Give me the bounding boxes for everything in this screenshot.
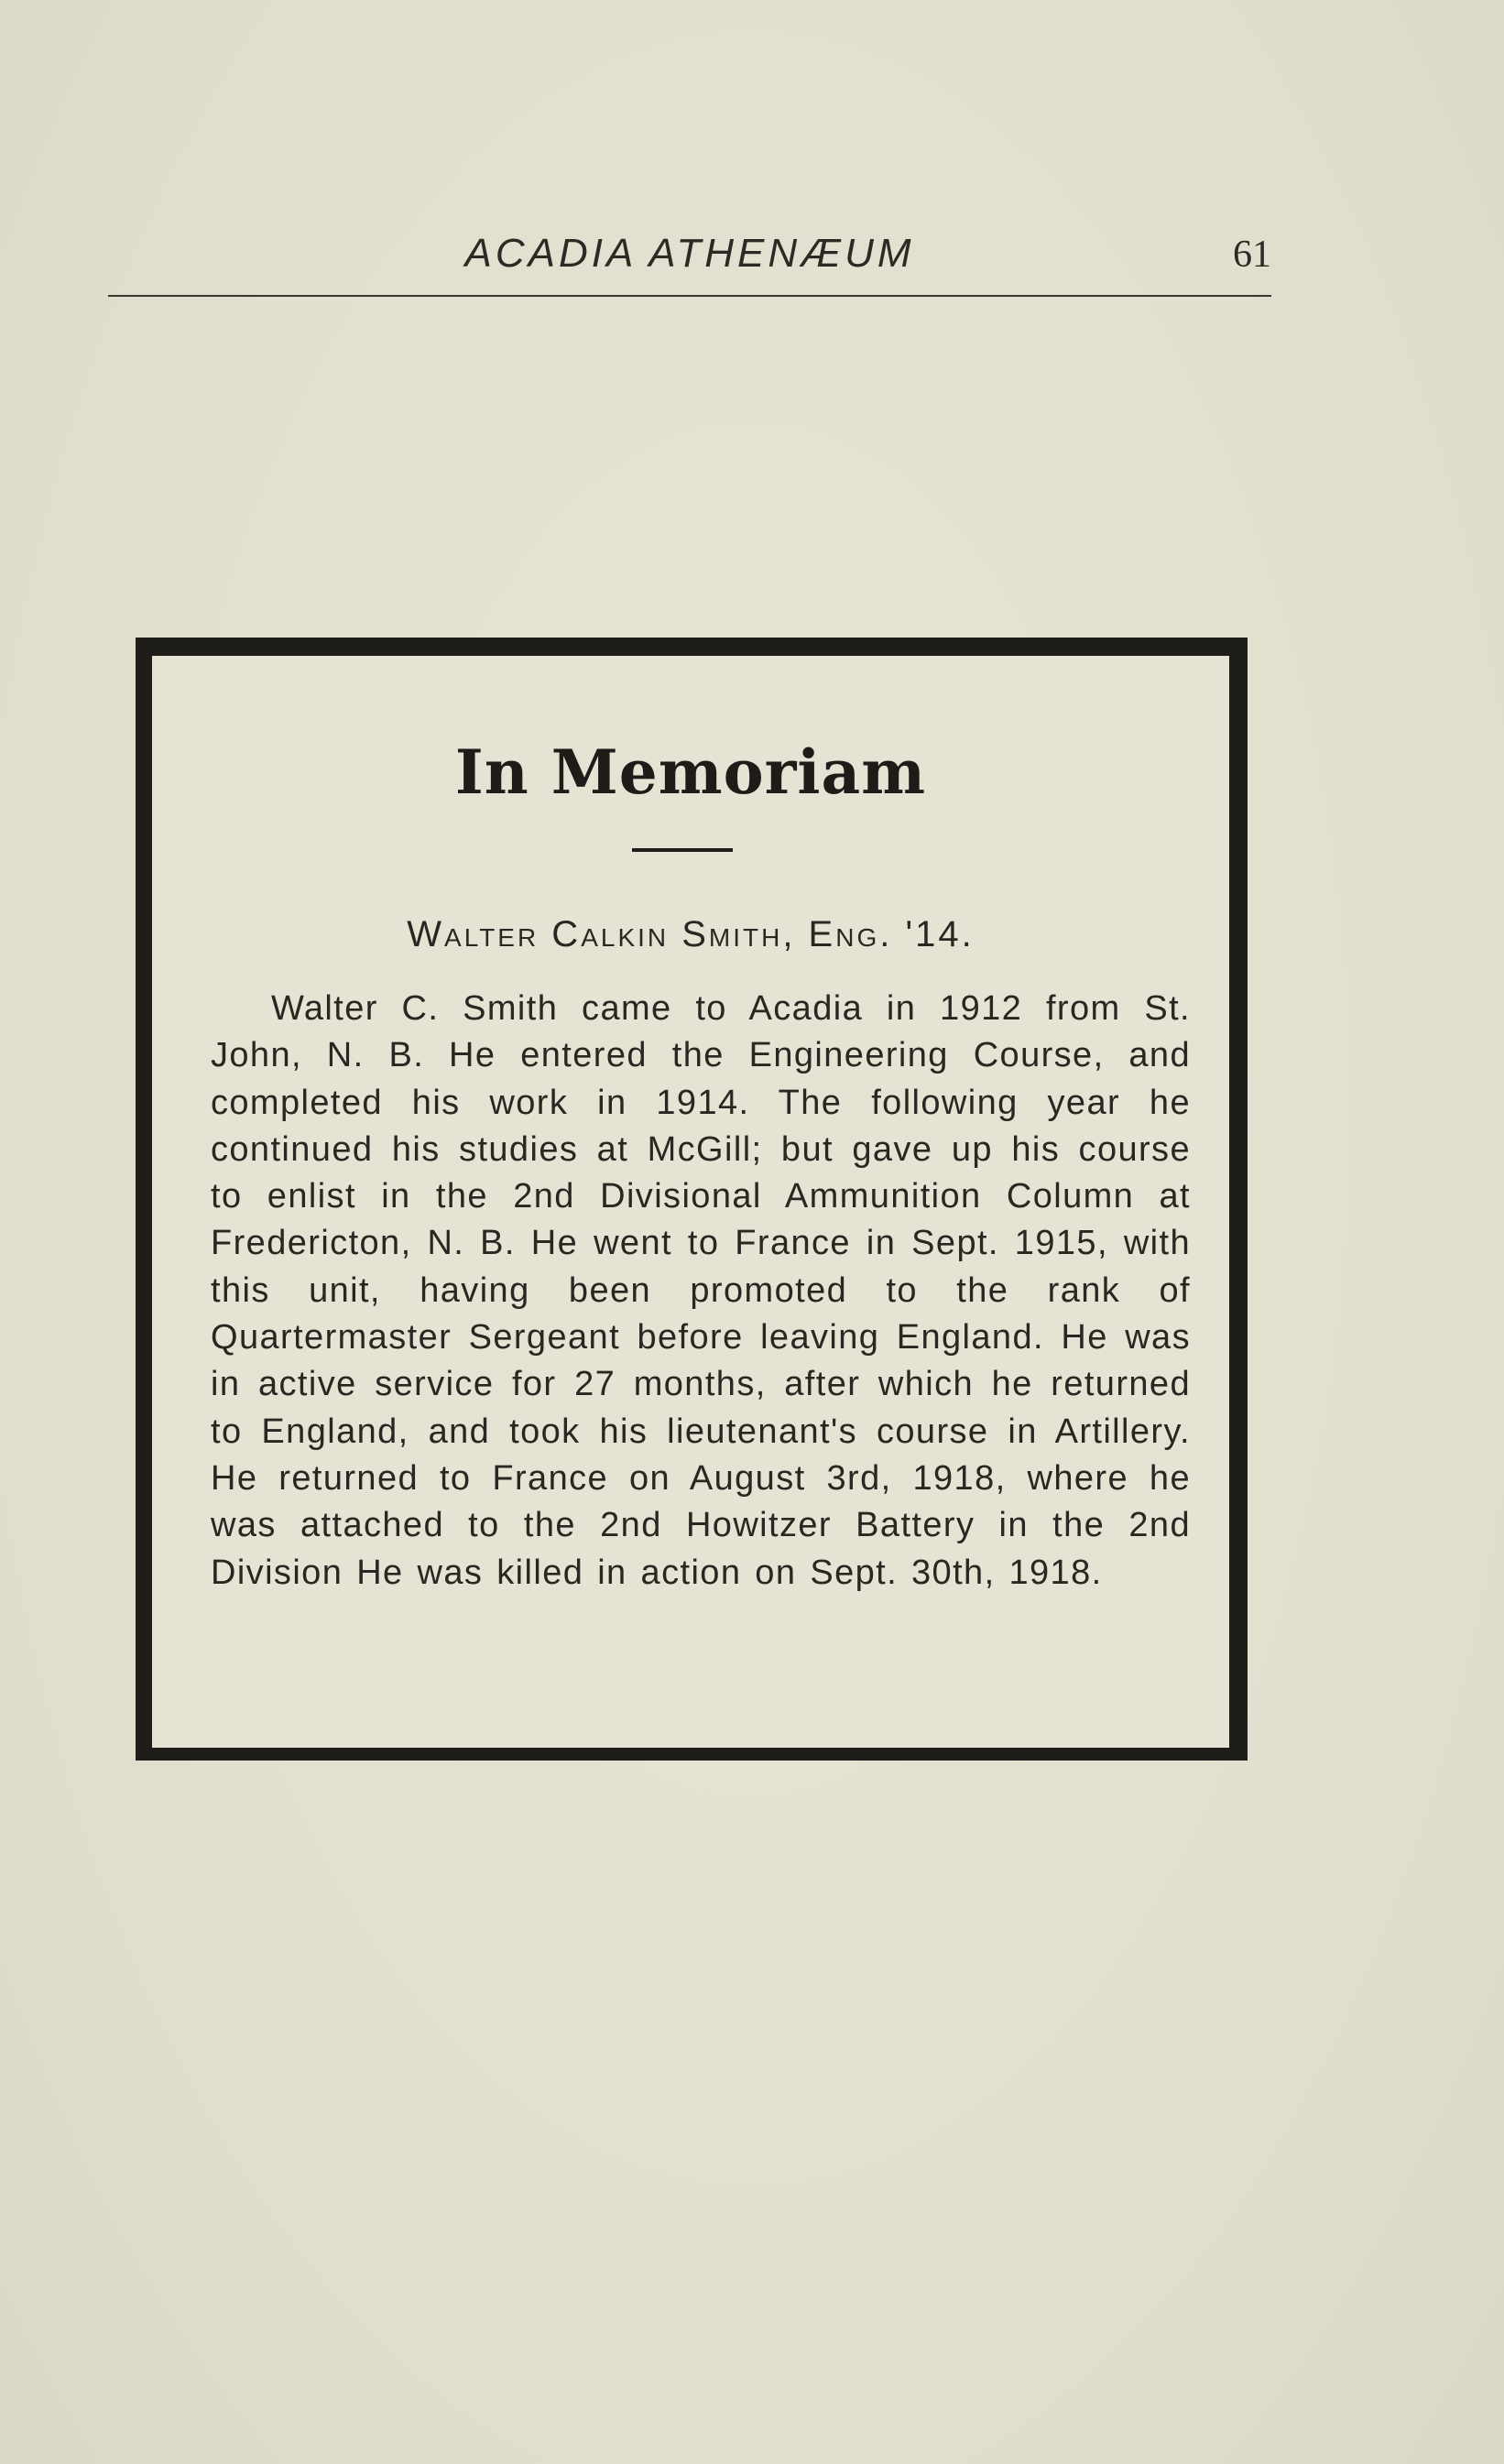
subject-name: Walter Calkin Smith, Eng. '14. bbox=[407, 914, 975, 954]
obituary-text: Walter C. Smith came to Acadia in 1912 from St. John, N. B. He entered the Engineering Course, and completed his work in 1914. The following year he continued his studies at McGill; but gave up his course to enlist in the 2nd Divisional Ammunition Column at Fredericton, N. B. He went to France in Sept. 1915, with this unit, having been promoted to the rank of Quartermaster Sergeant before leaving England. He was in active service for 27 months, after which he returned to England, and took his lieutenant's course in Artillery. He returned to France on August 3rd, 1918, where he was attached to the 2nd Howitzer Battery in the 2nd Division He was killed in action on Sept. 30th, 1918. bbox=[211, 989, 1191, 1592]
running-title: ACADIA ATHENÆUM bbox=[464, 231, 915, 276]
memorial-border-frame bbox=[136, 638, 1248, 1761]
page-number: 61 bbox=[1233, 234, 1271, 276]
running-header bbox=[108, 229, 1271, 297]
memorial-heading: In Memoriam bbox=[454, 736, 927, 808]
heading-divider bbox=[632, 848, 733, 852]
